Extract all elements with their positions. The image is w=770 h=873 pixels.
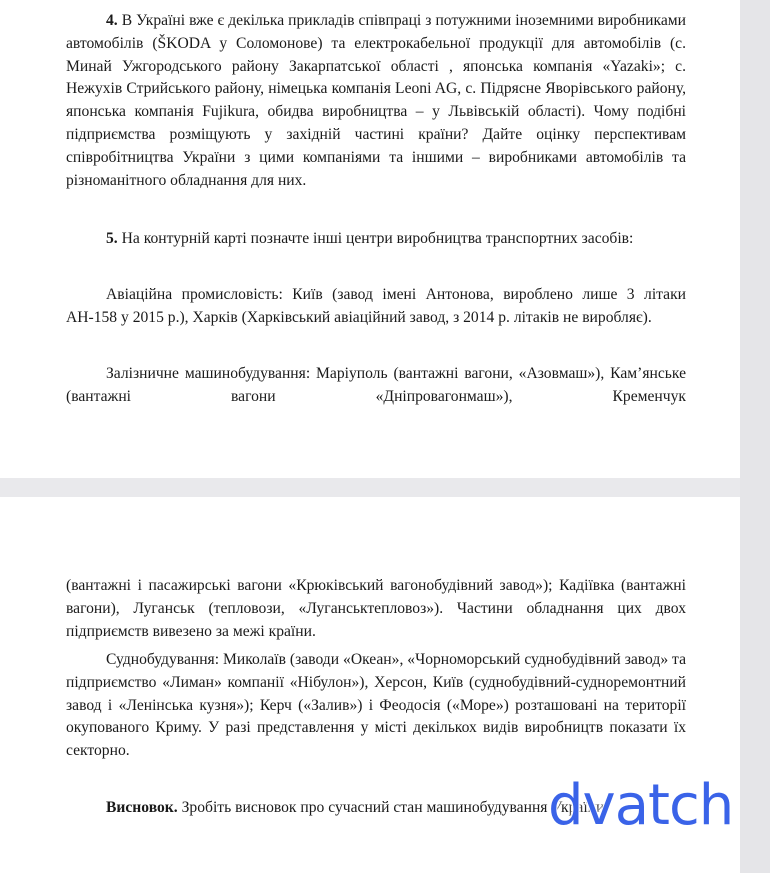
- rail-continued-paragraph: [66, 575, 686, 643]
- scroll-gutter: [740, 0, 770, 873]
- task-4-paragraph: [66, 10, 686, 192]
- shipbuilding-text: Суднобудування: Миколаїв (заводи «Океан», «Чорноморський суднобудівний завод» та підприємство «Лиман» компанії «Нібулон»), Херсон, Київ (суднобудівний-судноремонтний завод і «Ленінська кузня»); Керч («Залив») і Феодосія («Море») розташовані на території окупованого Криму. У разі представлення у місті декількох видів виробництв показати їх секторно.: [66, 651, 686, 760]
- conclusion-text: Зробіть висновок про сучасний стан машинобудування України.: [181, 799, 609, 816]
- watermark-logo: dvatch: [548, 773, 734, 838]
- shipbuilding-paragraph: [66, 649, 686, 763]
- task-4-text: В Україні вже є декілька прикладів співпраці з потужними іноземними виробниками автомобілів (ŠKODA у Соломонове) та електрокабельної продукції для автомобілів (с. Минай Ужгородського району Закарпатської області , японська компанія «Yazaki»; с. Нежухів Стрийського району, німецька компанія Leoni AG, с. Підрясне Яворівського району, японська компанія Fujikura, обидва виробництва – у Львівській області). Чому подібні підприємства розміщують у західній частині країни? Дайте оцінку перспективам співробітництва України з цими компаніями та іншими – виробниками автомобілів та різноманітного обладнання для них.: [66, 12, 686, 189]
- rail-continued-text: (вантажні і пасажирські вагони «Крюківський вагонобудівний завод»); Кадіївка (вантажні вагони), Луганськ (тепловози, «Луганськтепловоз»). Частини обладнання цих двох підприємств вивезено за межі країни.: [66, 577, 686, 640]
- rail-text: Залізничне машинобудування: Маріуполь (вантажні вагони, «Азовмаш»), Кам’янське (вантажні вагони «Дніпровагонмаш»), Кременчук: [66, 365, 686, 405]
- aviation-paragraph: [66, 284, 686, 330]
- task-5-text: На контурній карті позначте інші центри виробництва транспортних засобів:: [121, 230, 634, 247]
- task-5-number: 5.: [106, 230, 118, 247]
- aviation-text: Авіаційна промисловість: Київ (завод імені Антонова, вироблено лише 3 літаки АН-158 у 2015 р.), Харків (Харківський авіаційний завод, з 2014 р. літаків не виробляє).: [66, 286, 686, 326]
- task-5-paragraph: [66, 228, 686, 251]
- task-4-number: 4.: [106, 12, 118, 29]
- conclusion-label: Висновок.: [106, 799, 178, 816]
- rail-paragraph: [66, 363, 686, 409]
